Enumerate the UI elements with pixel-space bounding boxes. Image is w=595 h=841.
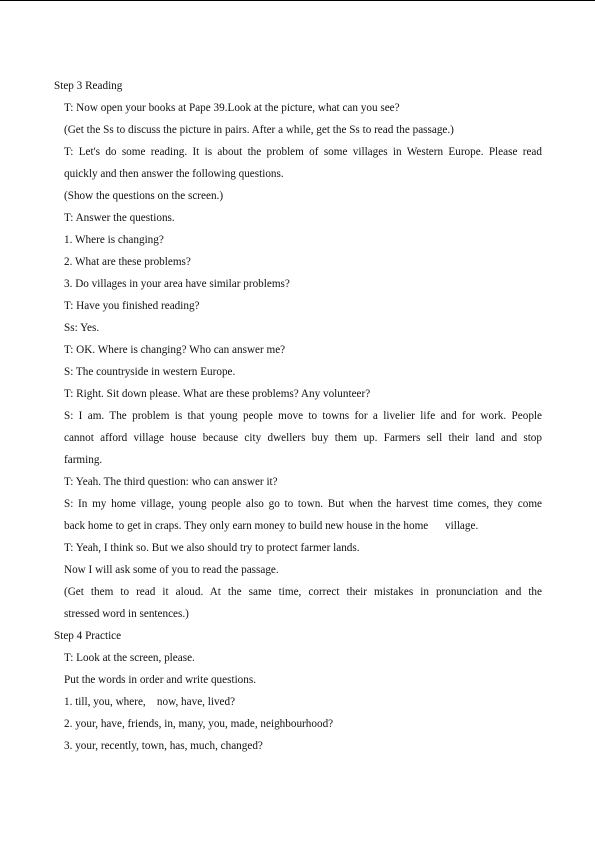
text-line: 1. Where is changing? — [64, 234, 164, 246]
text-line: (Get the Ss to discuss the picture in pairs. After a while, get the Ss to read the passage.) — [64, 124, 454, 136]
text-line: T: Look at the screen, please. — [64, 652, 195, 664]
document-body — [0, 75, 595, 757]
text-line: cannot afford village house because city dwellers buy them up. Farmers sell their land and stop — [64, 432, 542, 444]
text-line: S: The countryside in western Europe. — [64, 366, 236, 378]
text-line: stressed word in sentences.) — [64, 608, 189, 620]
text-line: T: Yeah. The third question: who can answer it? — [64, 476, 278, 488]
text-line: 2. your, have, friends, in, many, you, made, neighbourhood? — [64, 718, 334, 730]
text-line: (Show the questions on the screen.) — [64, 190, 224, 202]
text-line: Now I will ask some of you to read the passage. — [64, 564, 279, 576]
text-line: T: Now open your books at Pape 39.Look at the picture, what can you see? — [64, 102, 400, 114]
text-line: Put the words in order and write questions. — [64, 674, 257, 686]
text-line: Ss: Yes. — [64, 322, 100, 334]
section-heading: Step 3 Reading — [54, 80, 123, 92]
text-line: S: In my home village, young people also go to town. But when the harvest time comes, they come — [64, 498, 542, 510]
text-line: 1. till, you, where, now, have, lived? — [64, 696, 236, 708]
text-line: T: Let's do some reading. It is about the problem of some villages in Western Europe. Please read — [64, 146, 542, 158]
text-line: S: I am. The problem is that young people move to towns for a livelier life and for work. People — [64, 410, 542, 422]
section-heading: Step 4 Practice — [54, 630, 122, 642]
top-border-rule — [0, 0, 595, 1]
text-line: back home to get in craps. They only earn money to build new house in the home village. — [64, 520, 479, 532]
text-line: 2. What are these problems? — [64, 256, 191, 268]
text-line: 3. Do villages in your area have similar problems? — [64, 278, 290, 290]
text-line: (Get them to read it aloud. At the same time, correct their mistakes in pronunciation and the — [64, 586, 542, 598]
text-line: T: Right. Sit down please. What are these problems? Any volunteer? — [64, 388, 371, 400]
text-line: farming. — [64, 454, 103, 466]
text-line: quickly and then answer the following questions. — [64, 168, 284, 180]
text-line: T: Answer the questions. — [64, 212, 175, 224]
text-line: 3. your, recently, town, has, much, changed? — [64, 740, 263, 752]
text-line: T: Have you finished reading? — [64, 300, 200, 312]
text-line: T: OK. Where is changing? Who can answer me? — [64, 344, 286, 356]
text-line: T: Yeah, I think so. But we also should try to protect farmer lands. — [64, 542, 360, 554]
